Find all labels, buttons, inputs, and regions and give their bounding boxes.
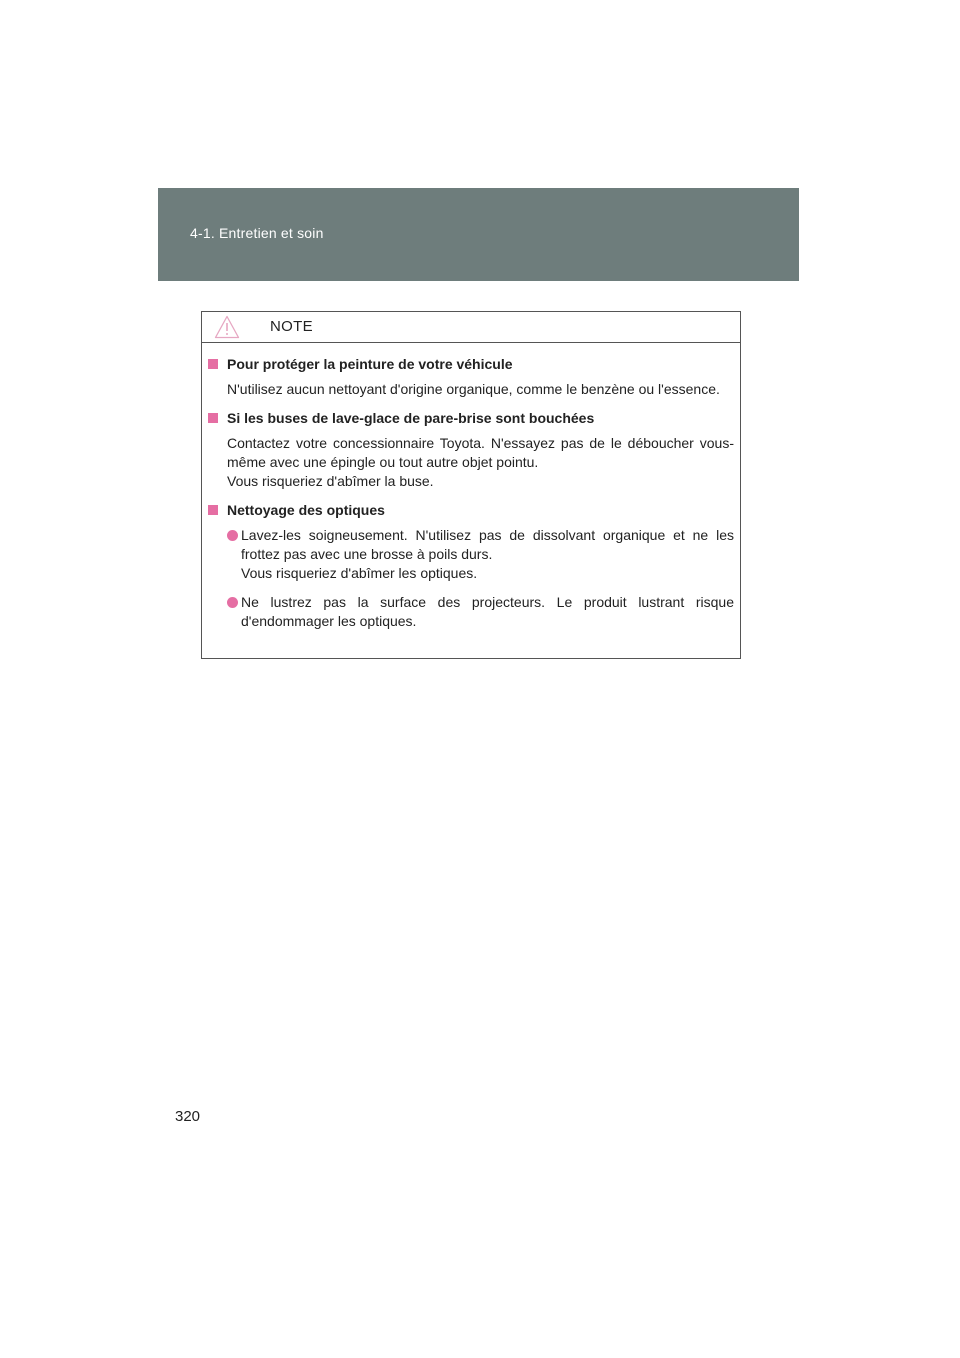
paragraph-line: Vous risqueriez d'abîmer la buse. [227,473,434,489]
header-band [158,188,799,281]
round-bullet-icon [227,530,238,541]
page-number: 320 [175,1108,201,1125]
section-paragraph: N'utilisez aucun nettoyant d'origine organique, comme le benzène ou l'essence. [227,381,720,397]
note-label: NOTE [270,318,313,335]
warning-triangle-icon [214,315,240,339]
bullet-item [227,593,734,631]
section-heading [208,501,734,520]
note-header [202,312,740,343]
paragraph-line: Contactez votre concessionnaire Toyota. N'essayez pas de le déboucher vous-même avec une épingle ou tout autre objet pointu. [227,435,734,470]
round-bullet-icon [227,597,238,608]
section-paragraph [227,434,734,491]
section-heading-text: Pour protéger la peinture de votre véhicule [227,356,513,372]
note-section [208,409,734,491]
bullet-line: Vous risqueriez d'abîmer les optiques. [241,565,478,581]
square-bullet-icon [208,359,218,369]
bullet-line: Ne lustrez pas la surface des projecteurs. Le produit lustrant risque d'endommager les optiques. [241,594,734,629]
square-bullet-icon [208,413,218,423]
note-box [201,311,741,659]
note-section [208,501,734,631]
section-heading-text: Nettoyage des optiques [227,502,385,518]
bullet-line: Lavez-les soigneusement. N'utilisez pas de dissolvant organique et ne les frottez pas avec une brosse à poils durs. [241,527,734,562]
section-title: 4-1. Entretien et soin [190,225,324,241]
note-section [208,355,734,399]
note-body [202,343,740,631]
bullet-item [227,526,734,583]
section-heading [208,409,734,428]
section-heading-text: Si les buses de lave-glace de pare-brise sont bouchées [227,410,595,426]
section-heading [208,355,734,374]
square-bullet-icon [208,505,218,515]
